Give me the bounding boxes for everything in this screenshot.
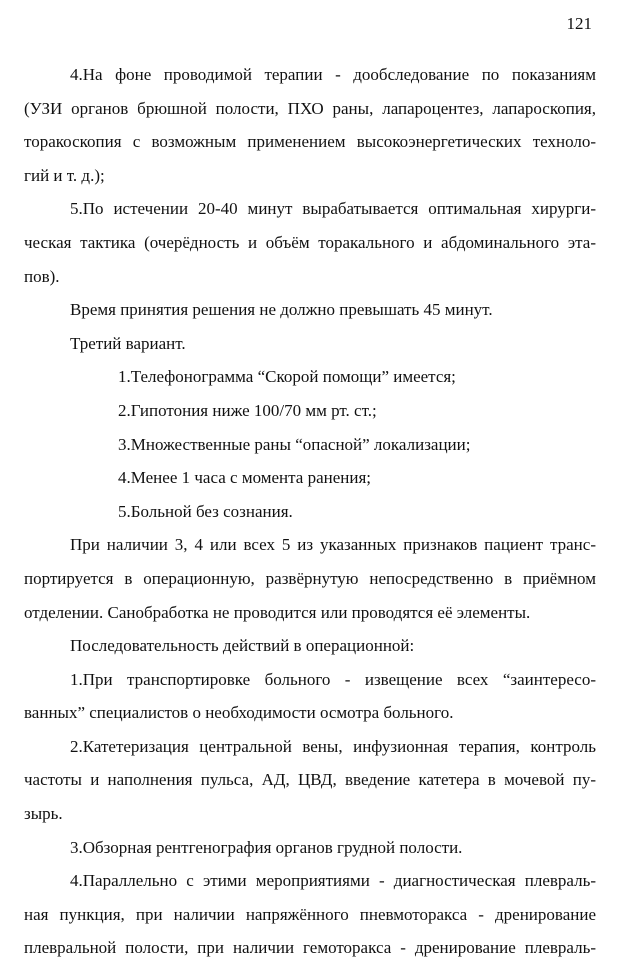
text-line: 1.При транспортировке больного - извещение всех “заинтересо-	[70, 669, 596, 689]
text-line: портируется в операционную, развёрнутую непосредственно в приёмном	[24, 568, 596, 588]
list-item: 4.Менее 1 часа с момента ранения;	[118, 468, 372, 488]
text-line: (УЗИ органов брюшной полости, ПХО раны, лапароцентез, лапароскопия,	[24, 98, 596, 118]
text-line: Последовательность действий в операционной:	[70, 636, 415, 656]
text-line: 4.Параллельно с этими мероприятиями - диагностическая плевраль-	[70, 871, 596, 891]
page-number: 121	[566, 14, 592, 33]
list-item: 5.Больной без сознания.	[118, 501, 293, 521]
text-line: При наличии 3, 4 или всех 5 из указанных признаков пациент транс-	[70, 535, 596, 555]
text-line: частоты и наполнения пульса, АД, ЦВД, введение катетера в мочевой пу-	[24, 770, 596, 790]
text-line: отделении. Санобработка не проводится или проводятся её элементы.	[24, 602, 531, 622]
section-heading: Третий вариант.	[70, 333, 186, 353]
page-body	[24, 58, 596, 965]
list-item: 2.Гипотония ниже 100/70 мм рт. ст.;	[118, 400, 377, 420]
text-line: торакоскопия с возможным применением высокоэнергетических техноло-	[24, 132, 596, 152]
text-line: ческая тактика (очерёдность и объём торакального и абдоминального эта-	[24, 232, 596, 252]
text-line: ванных” специалистов о необходимости осмотра больного.	[24, 703, 454, 723]
text-line: плевральной полости, при наличии гемоторакса - дренирование плевраль-	[24, 938, 596, 958]
list-item: 1.Телефонограмма “Скорой помощи” имеется;	[118, 367, 456, 387]
text-line: гий и т. д.);	[24, 165, 105, 185]
text-line: Время принятия решения не должно превышать 45 минут.	[70, 300, 493, 320]
text-line: 4.На фоне проводимой терапии - дообследование по показаниям	[70, 65, 596, 84]
text-line: ная пункция, при наличии напряжённого пневмоторакса - дренирование	[24, 904, 596, 924]
text-line: 3.Обзорная рентгенография органов грудной полости.	[70, 837, 463, 857]
text-line: 2.Катетеризация центральной вены, инфузионная терапия, контроль	[70, 736, 596, 756]
text-line: 5.По истечении 20-40 минут вырабатывается оптимальная хирурги-	[70, 199, 596, 219]
text-line: зырь.	[24, 804, 63, 824]
text-line: пов).	[24, 266, 60, 286]
list-item: 3.Множественные раны “опасной” локализации;	[118, 434, 471, 454]
